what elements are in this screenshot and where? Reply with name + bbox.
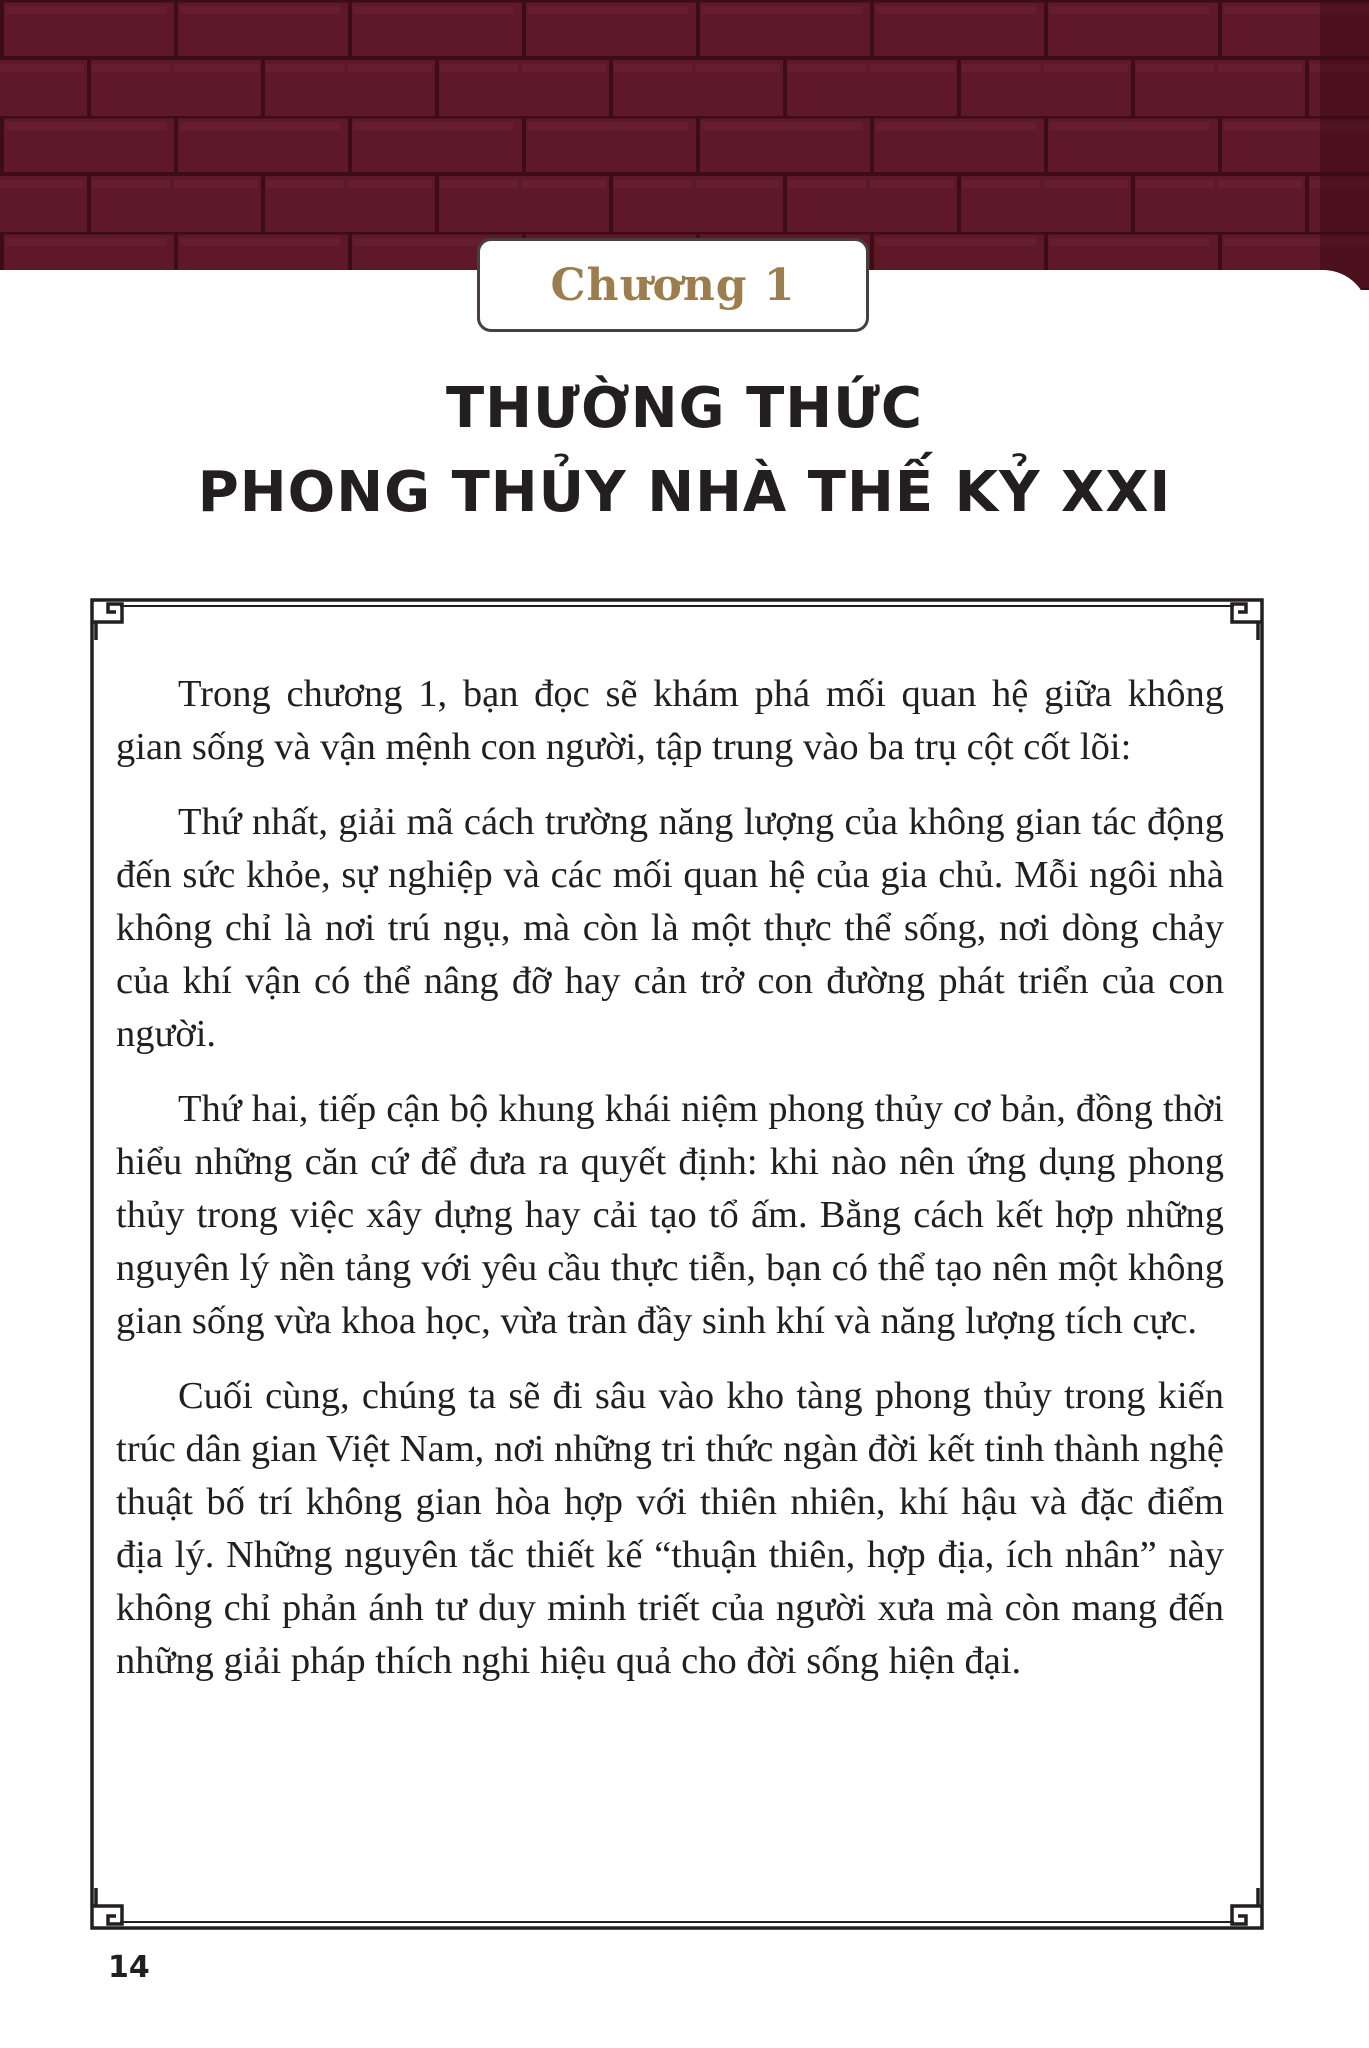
- paragraph-2: Thứ nhất, giải mã cách trường năng lượng của không gian tác động đến sức khỏe, sự nghiệp và các mối quan hệ của gia chủ. Mỗi ngôi nhà không chỉ là nơi trú ngụ, mà còn là một thực thể sống, nơi dòng chảy của khí vận có thể nâng đỡ hay cản trở con đường phát triển của con người.: [116, 801, 1224, 1055]
- chapter-title-line-2: PHONG THỦY NHÀ THẾ KỶ XXI: [197, 460, 1172, 525]
- chapter-label: Chương 1: [477, 238, 869, 332]
- paragraph-3: Thứ hai, tiếp cận bộ khung khái niệm phong thủy cơ bản, đồng thời hiểu những căn cứ để đưa ra quyết định: khi nào nên ứng dụng phong thủy trong việc xây dựng hay cải tạo tổ ấm. Bằng cách kết hợp những nguyên lý nền tảng với yêu cầu thực tiễn, bạn có thể tạo nên một không gian sống vừa khoa học, vừa tràn đầy sinh khí và năng lượng tích cực.: [116, 1088, 1224, 1342]
- chapter-title-line-1: THƯỜNG THỨC: [445, 376, 924, 441]
- page-number: 14: [108, 1950, 150, 1985]
- paragraph-4: Cuối cùng, chúng ta sẽ đi sâu vào kho tàng phong thủy trong kiến trúc dân gian Việt Nam, nơi những tri thức ngàn đời kết tinh thành nghệ thuật bố trí không gian hòa hợp với thiên nhiên, khí hậu và đặc điểm địa lý. Những nguyên tắc thiết kế “thuận thiên, hợp địa, ích nhân” này không chỉ phản ánh tư duy minh triết của người xưa mà còn mang đến những giải pháp thích nghi hiệu quả cho đời sống hiện đại.: [116, 1375, 1224, 1682]
- chapter-intro-text: [116, 668, 1224, 1710]
- paragraph-1: Trong chương 1, bạn đọc sẽ khám phá mối quan hệ giữa không gian sống và vận mệnh con người, tập trung vào ba trụ cột cốt lõi:: [116, 673, 1224, 768]
